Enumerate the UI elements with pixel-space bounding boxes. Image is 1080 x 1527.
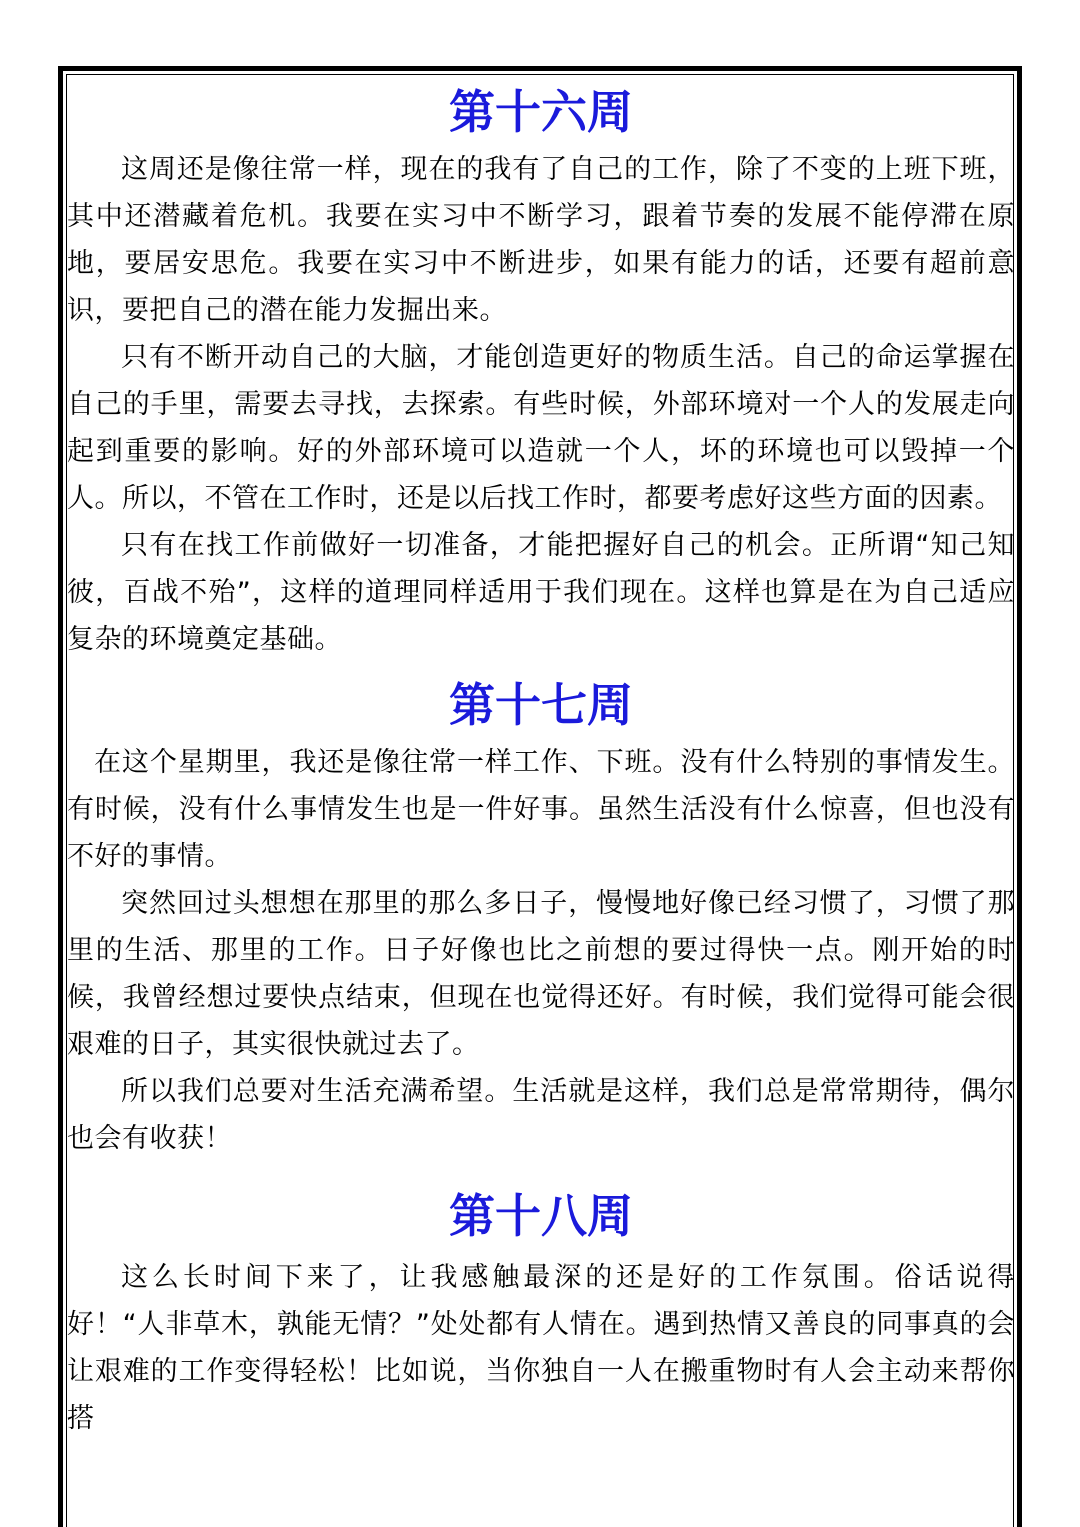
section-body-week18 [67, 1254, 1015, 1442]
paragraph: 所以我们总要对生活充满希望。生活就是这样，我们总是常常期待，偶尔也会有收获！ [67, 1076, 1015, 1154]
paragraph: 只有不断开动自己的大脑，才能创造更好的物质生活。自己的命运掌握在自己的手里，需要去寻找，去探索。有些时候，外部环境对一个人的发展走向起到重要的影响。好的外部环境可以造就一个人，坏的环境也可以毁掉一个人。所以，不管在工作时，还是以后找工作时，都要考虑好这些方面的因素。 [67, 342, 1015, 514]
section-body-week17 [67, 739, 1015, 1162]
paragraph: 在这个星期里，我还是像往常一样工作、下班。没有什么特别的事情发生。有时候，没有什么事情发生也是一件好事。虽然生活没有什么惊喜，但也没有不好的事情。 [67, 747, 1015, 872]
paragraph: 只有在找工作前做好一切准备，才能把握好自己的机会。正所谓“知己知彼，百战不殆”，这样的道理同样适用于我们现在。这样也算是在为自己适应复杂的环境奠定基础。 [67, 530, 1015, 655]
section-title-week17: 第十七周 [449, 678, 633, 732]
section-body-week16 [67, 146, 1015, 663]
paragraph: 突然回过头想想在那里的那么多日子，慢慢地好像已经习惯了，习惯了那里的生活、那里的工作。日子好像也比之前想的要过得快一点。刚开始的时候，我曾经想过要快点结束，但现在也觉得还好。有时候，我们觉得可能会很艰难的日子，其实很快就过去了。 [67, 888, 1015, 1060]
paragraph: 这么长时间下来了，让我感触最深的还是好的工作氛围。俗话说得好！“人非草木，孰能无情？”处处都有人情在。遇到热情又善良的同事真的会让艰难的工作变得轻松！比如说，当你独自一人在搬重物时有人会主动来帮你搭 [67, 1262, 1015, 1434]
section-title-week18: 第十八周 [449, 1189, 633, 1243]
section-title-week16: 第十六周 [449, 85, 633, 139]
document-body [67, 80, 1015, 1442]
paragraph: 这周还是像往常一样，现在的我有了自己的工作，除了不变的上班下班，其中还潜藏着危机。我要在实习中不断学习，跟着节奏的发展不能停滞在原地，要居安思危。我要在实习中不断进步，如果有能力的话，还要有超前意识，要把自己的潜在能力发掘出来。 [67, 154, 1015, 326]
